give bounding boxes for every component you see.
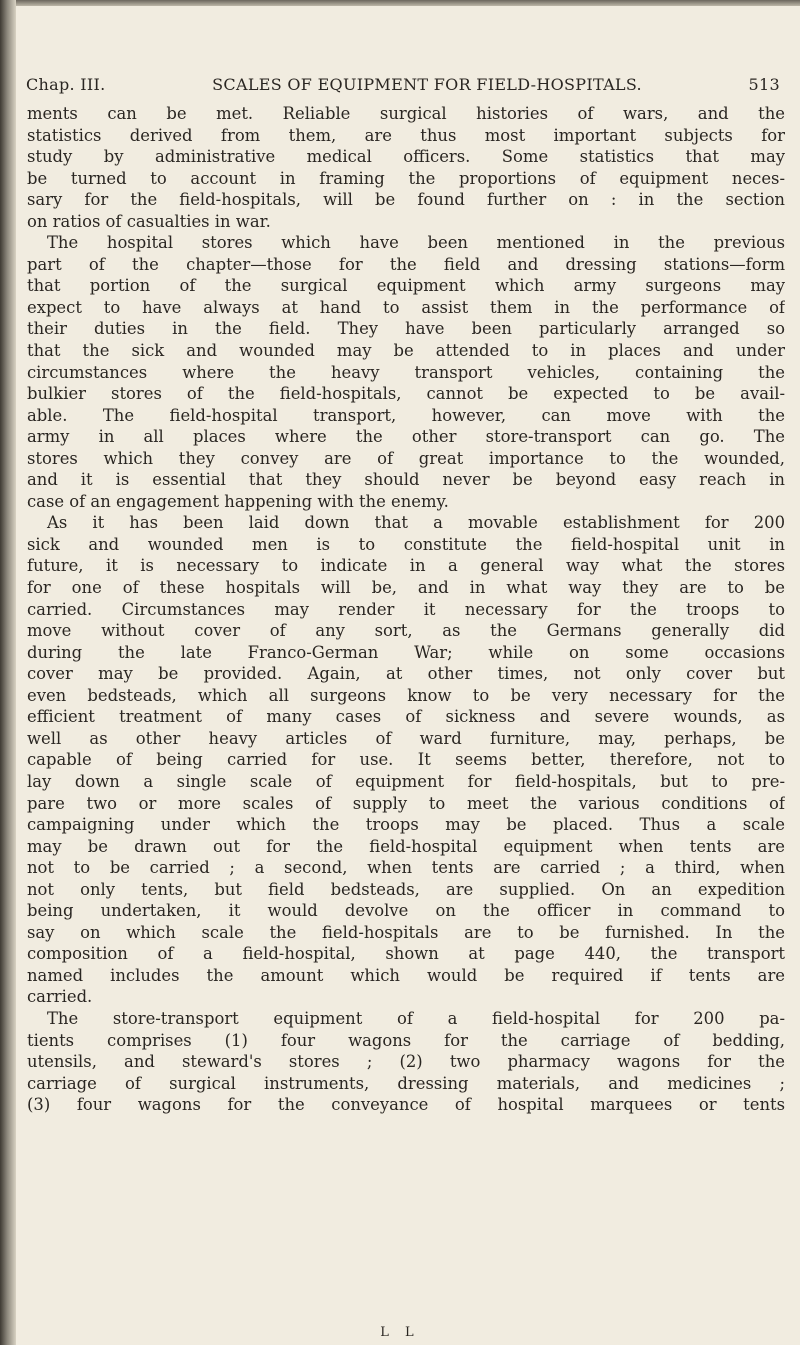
text-line: bulkier stores of the field-hospitals, cannot be expected to be avail- [27, 384, 785, 404]
text-line: not only tents, but field bedsteads, are supplied. On an expedition [27, 879, 785, 899]
text-line: composition of a field-hospital, shown at page 440, the transport [27, 944, 785, 964]
text-line: tients comprises (1) four wagons for the carriage of bedding, [27, 1030, 785, 1050]
page-gutter-shadow [0, 0, 16, 1345]
text-line: that the sick and wounded may be attended to in places and under [27, 341, 785, 361]
text-line: not to be carried ; a second, when tents are carried ; a third, when [27, 858, 785, 878]
text-line: lay down a single scale of equipment for field-hospitals, but to pre- [27, 771, 785, 791]
text-line: be turned to account in framing the proportions of equipment neces- [27, 168, 785, 188]
text-line: well as other heavy articles of ward furniture, may, perhaps, be [27, 728, 785, 748]
text-line: carried. [27, 987, 93, 1007]
text-line: statistics derived from them, are thus most important subjects for [27, 125, 785, 145]
top-edge [0, 0, 800, 6]
text-line: As it has been laid down that a movable establishment for 200 [47, 513, 785, 533]
text-line: efficient treatment of many cases of sickness and severe wounds, as [27, 707, 785, 727]
page-number: 513 [748, 75, 780, 94]
text-line: sick and wounded men is to constitute the field-hospital unit in [27, 534, 785, 554]
text-line: (3) four wagons for the conveyance of hospital marquees or tents [27, 1095, 785, 1115]
text-line: The store-transport equipment of a field-hospital for 200 pa- [47, 1008, 785, 1028]
text-line: part of the chapter—those for the field and dressing stations—form [27, 254, 785, 274]
text-line: on ratios of casualties in war. [27, 211, 271, 231]
text-line: that portion of the surgical equipment which army surgeons may [27, 276, 785, 296]
text-line: cover may be provided. Again, at other times, not only cover but [27, 664, 785, 684]
text-line: utensils, and steward's stores ; (2) two pharmacy wagons for the [27, 1052, 785, 1072]
text-line: named includes the amount which would be required if tents are [27, 965, 785, 985]
text-line: future, it is necessary to indicate in a general way what the stores [27, 556, 785, 576]
text-line: case of an engagement happening with the enemy. [27, 491, 449, 511]
text-line: The hospital stores which have been mentioned in the previous [47, 233, 785, 253]
text-line: capable of being carried for use. It seems better, therefore, not to [27, 750, 785, 770]
text-line: campaigning under which the troops may be placed. Thus a scale [27, 815, 785, 835]
text-line: ments can be met. Reliable surgical histories of wars, and the [27, 104, 785, 123]
text-line: able. The field-hospital transport, however, can move with the [27, 405, 785, 425]
text-line: move without cover of any sort, as the Germans generally did [27, 621, 785, 641]
text-line: sary for the field-hospitals, will be found further on : in the section [27, 190, 785, 210]
text-line: being undertaken, it would devolve on the officer in command to [27, 901, 785, 921]
running-header [26, 75, 780, 94]
text-line: pare two or more scales of supply to meet the various conditions of [27, 793, 785, 813]
text-line: stores which they convey are of great importance to the wounded, [27, 448, 785, 468]
text-line: circumstances where the heavy transport vehicles, containing the [27, 362, 785, 382]
text-line: army in all places where the other store-transport can go. The [27, 427, 785, 447]
text-line: and it is essential that they should never be beyond easy reach in [27, 470, 785, 490]
text-line: say on which scale the field-hospitals are to be furnished. In the [27, 922, 785, 942]
text-line: carriage of surgical instruments, dressing materials, and medicines ; [27, 1073, 785, 1093]
body-text [27, 103, 785, 1116]
text-line: their duties in the field. They have been particularly arranged so [27, 319, 785, 339]
chapter-label: Chap. III. [26, 75, 106, 94]
signature-mark: L L [380, 1325, 420, 1340]
text-line: carried. Circumstances may render it necessary for the troops to [27, 599, 785, 619]
text-line: for one of these hospitals will be, and in what way they are to be [27, 578, 785, 598]
running-title: SCALES OF EQUIPMENT FOR FIELD-HOSPITALS. [212, 75, 642, 94]
text-line: expect to have always at hand to assist them in the performance of [27, 297, 785, 317]
text-line: even bedsteads, which all surgeons know to be very necessary for the [27, 685, 785, 705]
text-line: may be drawn out for the field-hospital equipment when tents are [27, 836, 785, 856]
text-line: during the late Franco-German War; while on some occasions [27, 642, 785, 662]
text-line: study by administrative medical officers. Some statistics that may [27, 147, 785, 167]
